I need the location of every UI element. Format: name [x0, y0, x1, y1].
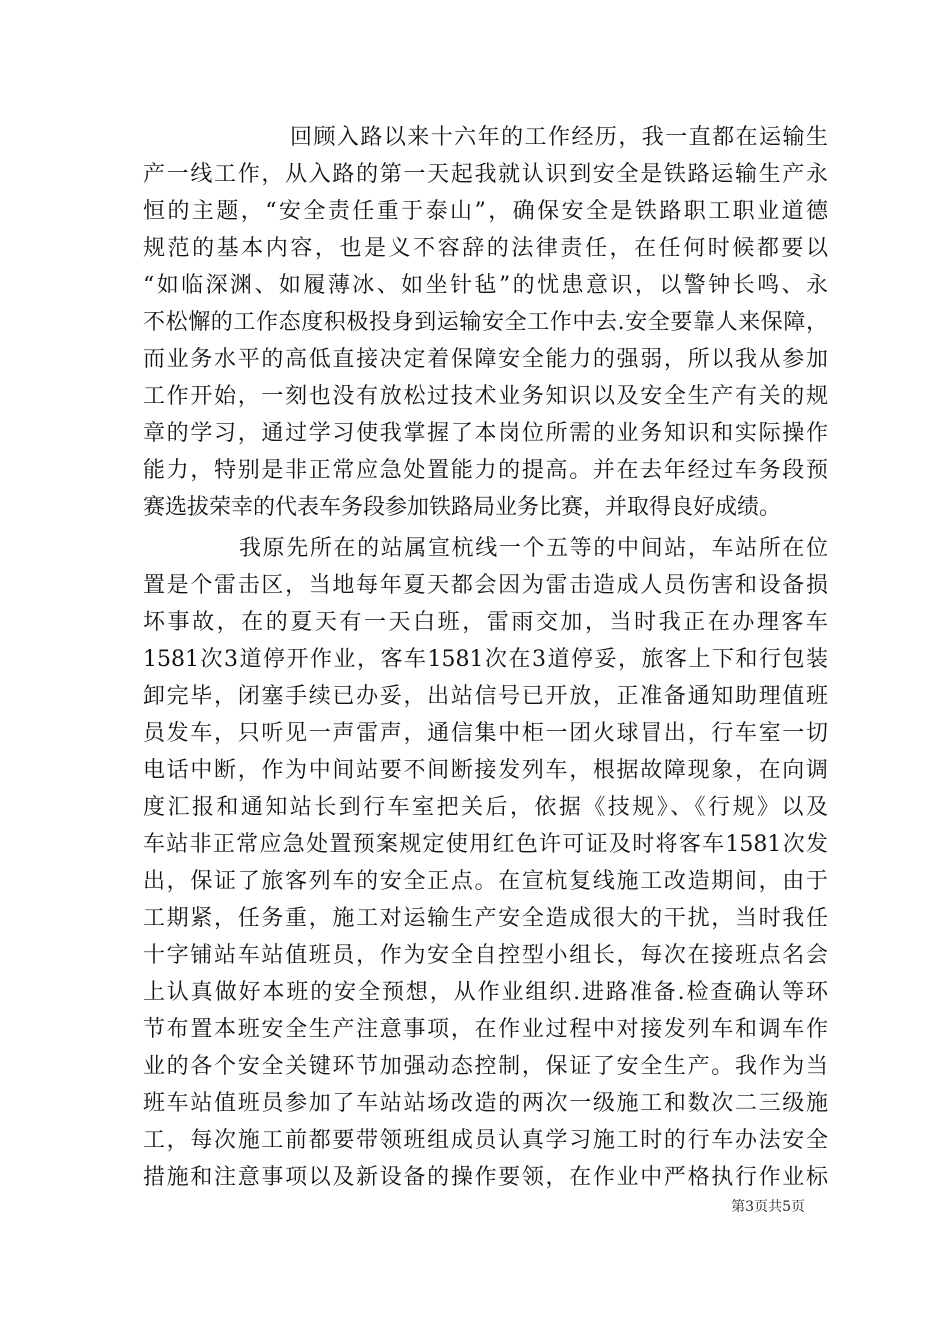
paragraph-2-line-17: 工，每次施工前都要带领班组成员认真学习施工时的行车办法安全 [143, 1128, 828, 1153]
page-number-footer: 第3页共5页 [731, 1199, 805, 1215]
paragraph-2-line-15: 业的各个安全关键环节加强动态控制，保证了安全生产。我作为当 [143, 1054, 828, 1079]
paragraph-1-line-11: 赛选拔荣幸的代表车务段参加铁路局业务比赛，并取得良好成绩。 [143, 495, 782, 520]
paragraph-2-line-4: 1581次3道停开作业，客车1581次在3道停妥，旅客上下和行包装 [143, 647, 828, 672]
paragraph-2-line-12: 十字铺站车站值班员，作为安全自控型小组长，每次在接班点名会 [143, 943, 828, 968]
paragraph-2-line-2: 置是个雷击区，当地每年夏天都会因为雷击造成人员伤害和设备损 [143, 573, 828, 598]
paragraph-1-line-4: 规范的基本内容，也是义不容辞的法律责任，在任何时候都要以 [143, 236, 828, 261]
paragraph-1-line-1: 回顾入路以来十六年的工作经历，我一直都在运输生 [290, 125, 828, 150]
paragraph-1-line-8: 工作开始，一刻也没有放松过技术业务知识以及安全生产有关的规 [143, 384, 828, 409]
paragraph-2-line-9: 车站非正常应急处置预案规定使用红色许可证及时将客车1581次发 [143, 832, 828, 857]
paragraph-1-line-6: 不松懈的工作态度积极投身到运输安全工作中去.安全要靠人来保障， [143, 310, 828, 335]
paragraph-2-line-14: 节布置本班安全生产注意事项，在作业过程中对接发列车和调车作 [143, 1017, 828, 1042]
paragraph-1-line-3: 恒的主题，“安全责任重于泰山”，确保安全是铁路职工职业道德 [143, 199, 828, 224]
paragraph-2-line-10: 出，保证了旅客列车的安全正点。在宣杭复线施工改造期间，由于 [143, 869, 828, 894]
paragraph-2-line-11: 工期紧，任务重，施工对运输生产安全造成很大的干扰，当时我任 [143, 906, 828, 931]
paragraph-1-line-10: 能力，特别是非正常应急处置能力的提高。并在去年经过车务段预 [143, 458, 828, 483]
paragraph-2-line-18: 措施和注意事项以及新设备的操作要领，在作业中严格执行作业标 [143, 1165, 828, 1190]
paragraph-2-line-16: 班车站值班员参加了车站站场改造的两次一级施工和数次二三级施 [143, 1091, 828, 1116]
paragraph-1-line-2: 产一线工作，从入路的第一天起我就认识到安全是铁路运输生产永 [143, 162, 828, 187]
paragraph-2-line-3: 坏事故，在的夏天有一天白班，雷雨交加，当时我正在办理客车 [143, 610, 828, 635]
paragraph-1-line-7: 而业务水平的高低直接决定着保障安全能力的强弱，所以我从参加 [143, 347, 828, 372]
paragraph-2-line-6: 员发车，只听见一声雷声，通信集中柜一团火球冒出，行车室一切 [143, 721, 828, 746]
paragraph-1-line-9: 章的学习，通过学习使我掌握了本岗位所需的业务知识和实际操作 [143, 421, 828, 446]
paragraph-1-line-5: “如临深渊、如履薄冰、如坐针毡”的忧患意识，以警钟长鸣、永 [143, 273, 828, 298]
paragraph-2-line-1: 我原先所在的站属宣杭线一个五等的中间站，车站所在位 [239, 536, 828, 561]
paragraph-2-line-7: 电话中断，作为中间站要不间断接发列车，根据故障现象，在向调 [143, 758, 828, 783]
paragraph-2-line-5: 卸完毕，闭塞手续已办妥，出站信号已开放，正准备通知助理值班 [143, 684, 828, 709]
paragraph-2-line-13: 上认真做好本班的安全预想，从作业组织.进路准备.检查确认等环 [143, 980, 828, 1005]
paragraph-2-line-8: 度汇报和通知站长到行车室把关后，依据《技规》、《行规》以及 [143, 795, 828, 820]
